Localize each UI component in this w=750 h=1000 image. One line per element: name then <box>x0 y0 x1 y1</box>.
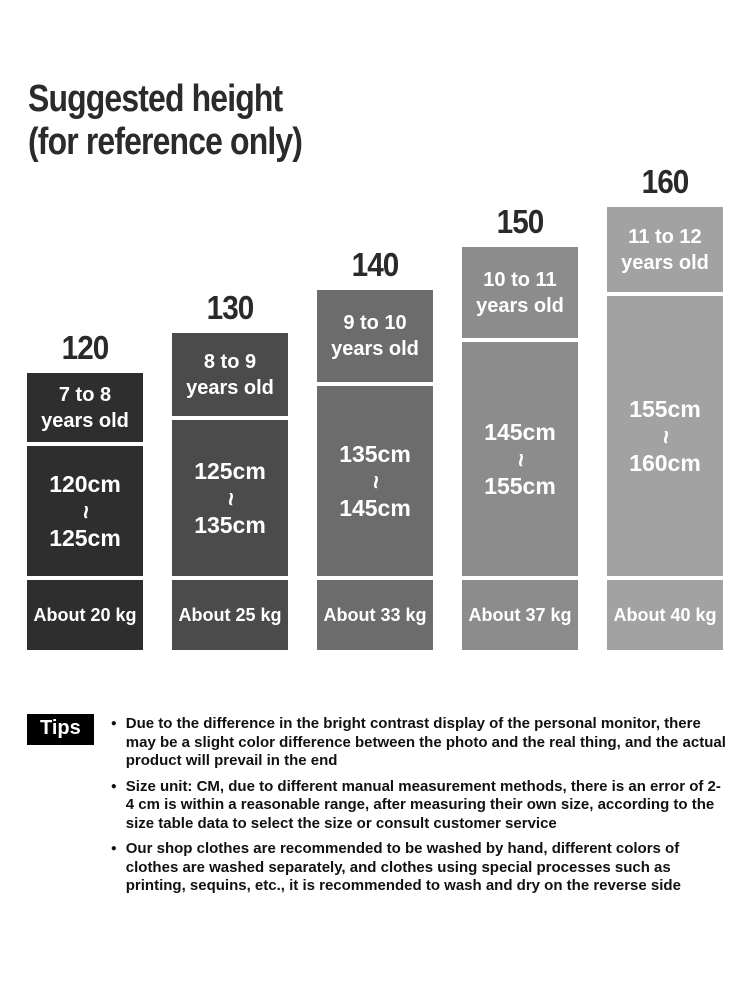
size-label: 140 <box>351 246 399 283</box>
age-line2: years old <box>186 376 274 399</box>
tilde-icon: ~ <box>651 429 679 444</box>
height-to: 125cm <box>49 524 121 551</box>
height-to: 155cm <box>484 472 556 499</box>
size-column <box>27 373 143 650</box>
height-range-section <box>27 446 143 576</box>
height-from: 145cm <box>484 418 556 445</box>
height-range-section <box>462 342 578 576</box>
age-range-section <box>172 333 288 416</box>
age-line2: years old <box>331 338 419 360</box>
size-column <box>462 247 578 650</box>
tilde-icon: ~ <box>216 491 244 506</box>
tip-text: Size unit: CM, due to different manual measurement methods, there is an error of 2-4 cm is within a reasonable range, after measuring their own size, according to the size table data to select the size or consult customer service <box>125 777 721 832</box>
bullet-icon: ● <box>110 780 117 792</box>
size-label: 150 <box>496 203 544 240</box>
weight-section: About 37 kg <box>462 580 578 650</box>
page-title-line1: Suggested height <box>28 78 283 120</box>
tilde-icon: ~ <box>361 474 389 489</box>
tip-item <box>111 778 727 834</box>
height-to: 135cm <box>194 511 266 538</box>
age-line1: 9 to 10 <box>343 312 407 334</box>
age-line1: 8 to 9 <box>203 350 257 373</box>
height-from: 125cm <box>194 457 266 484</box>
tip-item <box>111 715 727 771</box>
tips-section <box>27 714 727 896</box>
page-title <box>28 78 354 164</box>
size-label: 160 <box>641 163 689 200</box>
height-from: 135cm <box>339 440 411 467</box>
size-label: 130 <box>206 289 254 326</box>
tips-badge: Tips <box>27 714 94 745</box>
height-range-section <box>172 420 288 576</box>
size-column <box>317 290 433 650</box>
tips-list <box>111 715 727 896</box>
height-from: 120cm <box>49 470 121 497</box>
tip-text: Due to the difference in the bright contrast display of the personal monitor, there may be a slight color difference between the photo and the real thing, and the actual product will prevail in the end <box>125 715 726 769</box>
age-line2: years old <box>621 251 709 274</box>
tilde-icon: ~ <box>506 452 534 467</box>
age-range-section <box>607 207 723 292</box>
height-range-section <box>607 296 723 576</box>
age-line1: 7 to 8 <box>58 383 112 406</box>
height-range-section <box>317 386 433 576</box>
tip-item <box>111 840 727 896</box>
bullet-icon: ● <box>110 718 117 729</box>
age-line1: 11 to 12 <box>628 225 702 248</box>
weight-section: About 25 kg <box>172 580 288 650</box>
size-label: 120 <box>61 329 109 366</box>
weight-section: About 33 kg <box>317 580 433 650</box>
age-range-section <box>317 290 433 382</box>
weight-section: About 40 kg <box>607 580 723 650</box>
age-line2: years old <box>476 294 564 317</box>
age-line2: years old <box>41 409 129 432</box>
weight-section: About 20 kg <box>27 580 143 650</box>
age-line1: 10 to 11 <box>483 268 557 291</box>
height-from: 155cm <box>629 395 701 422</box>
tip-text: Our shop clothes are recommended to be washed by hand, different colors of clothes are washed separately, and clothes using special processes such as printing, sequins, etc., it is recommended to wash and dry on the reverse side <box>125 840 681 894</box>
height-to: 145cm <box>339 494 411 521</box>
tilde-icon: ~ <box>71 504 99 519</box>
bullet-icon: ● <box>110 843 117 854</box>
age-range-section <box>462 247 578 338</box>
age-range-section <box>27 373 143 442</box>
size-column <box>172 333 288 650</box>
size-column <box>607 207 723 650</box>
page-title-line2: (for reference only) <box>28 121 303 163</box>
height-to: 160cm <box>629 449 701 476</box>
